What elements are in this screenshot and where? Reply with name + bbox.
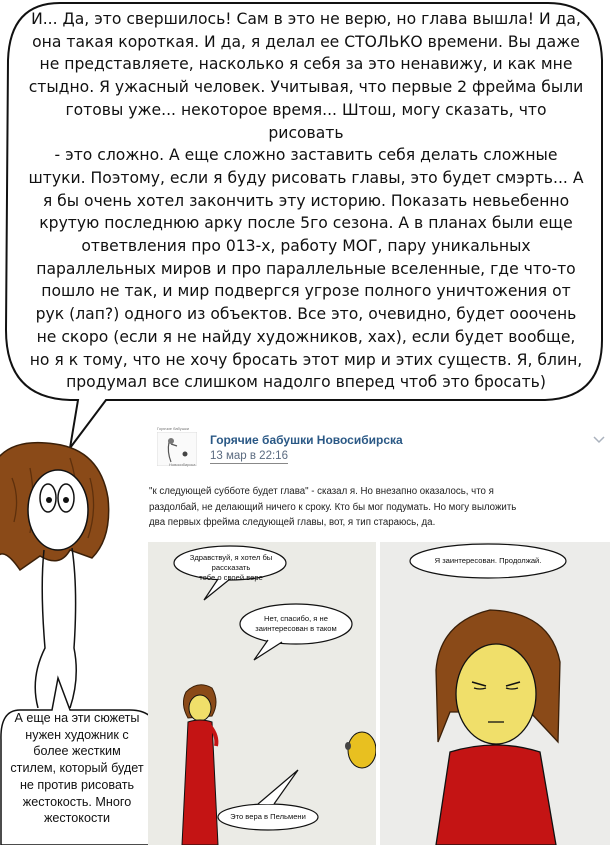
- text-line: жестокости: [43, 811, 111, 826]
- text-line: тебе о своей вере: [199, 573, 263, 582]
- social-post: [145, 422, 610, 542]
- small-character-body: [182, 720, 218, 845]
- text-line: продумал все слишком надолго вперед чтоб это бросать): [66, 373, 546, 392]
- face: [28, 470, 88, 550]
- yellow-bell: [348, 732, 376, 768]
- text-line: стилем, который будет: [10, 761, 144, 776]
- comic-panel-left: [148, 542, 376, 845]
- text-line: Здравствуй, я хотел бы рассказать: [189, 553, 273, 572]
- text-line: А еще на эти сюжеты: [14, 711, 140, 725]
- group-name-link[interactable]: Горячие бабушки Новосибирска: [210, 433, 403, 447]
- text-line: я бы очень хотел закончить эту историю. Показать невьебенно: [42, 191, 570, 210]
- text-line: жестокость. Много: [22, 794, 132, 809]
- text-line: параллельных миров и про параллельные вселенные, где что-то: [36, 259, 576, 278]
- text-line: стыдно. Я ужасный человек. Учитывая, что первые 2 фрейма были: [28, 78, 584, 97]
- text-line: ответвления про 013-х, работу МОГ, пару уникальных: [81, 237, 531, 256]
- right-bubble-text: Я заинтересован. Продолжай.: [434, 556, 542, 565]
- text-line: пошло не так, и мир подвергся угрозе полного уничтожения от: [41, 282, 571, 301]
- text-line: не скоро (если я не найду художников, хах), если будет вообще,: [36, 327, 576, 346]
- text-line: нужен художник с: [25, 727, 129, 742]
- text-line: но я к тому, что не хочу бросать этот мир и этих существ. Я, блин,: [29, 350, 583, 369]
- chevron-down-icon[interactable]: [593, 436, 605, 444]
- post-text: [149, 484, 599, 531]
- top-bubble-text: [28, 8, 584, 394]
- text-line: готовы уже... некоторое время... Штош, могу сказать, что рисовать: [65, 100, 547, 142]
- text-line: Нет, спасибо, я не: [264, 614, 328, 623]
- text-line: она такая короткая. И да, я делал ее СТОЛЬКО времени. Вы даже: [32, 32, 580, 51]
- text-line: два первых фрейма следующей главы, вот, я тип стараюсь, да.: [149, 517, 436, 528]
- bubble2-text: [244, 614, 348, 634]
- side-caption: [4, 710, 150, 827]
- text-line: не представляете, насколько я себя за это ненавижу, и как мне: [39, 55, 573, 74]
- text-line: - это сложно. А еще сложно заставить себя делать сложные: [54, 146, 558, 165]
- text-line: раздолбай, не делающий ничего к сроку. Кто бы мог подумать. Но могу выложить: [149, 501, 517, 513]
- comic-panel-right: [380, 542, 610, 845]
- thumb-caption-bottom: Новосибирска: [169, 462, 196, 467]
- text-line: И... Да, это свершилось! Сам в это не верю, но глава вышла! И да,: [31, 10, 581, 28]
- text-line: не против рисовать: [19, 777, 135, 792]
- thumb-caption-top: Горячие бабушки: [157, 426, 189, 431]
- character-shirt: [436, 745, 556, 845]
- bubble3-text: Это вера в Пельмени: [230, 812, 306, 821]
- text-line: заинтересован в таком: [255, 624, 337, 633]
- text-line: рук (лап?) одного из объектов. Все это, очевидно, будет ооочень: [35, 305, 577, 324]
- group-avatar[interactable]: [157, 432, 197, 466]
- character-face: [456, 644, 536, 744]
- text-line: "к следующей субботе будет глава" - сказал я. Но внезапно оказалось, что я: [149, 486, 494, 497]
- text-line: крутую последнюю арку после 5го сезона. А в планах были еще: [39, 214, 573, 233]
- post-date-link[interactable]: 13 мар в 22:16: [210, 450, 288, 462]
- bubble1-text: [176, 553, 286, 583]
- text-line: штуки. Поэтому, если я буду рисовать главы, это будет смэрть... А: [28, 168, 584, 187]
- text-line: более жестким: [33, 744, 121, 759]
